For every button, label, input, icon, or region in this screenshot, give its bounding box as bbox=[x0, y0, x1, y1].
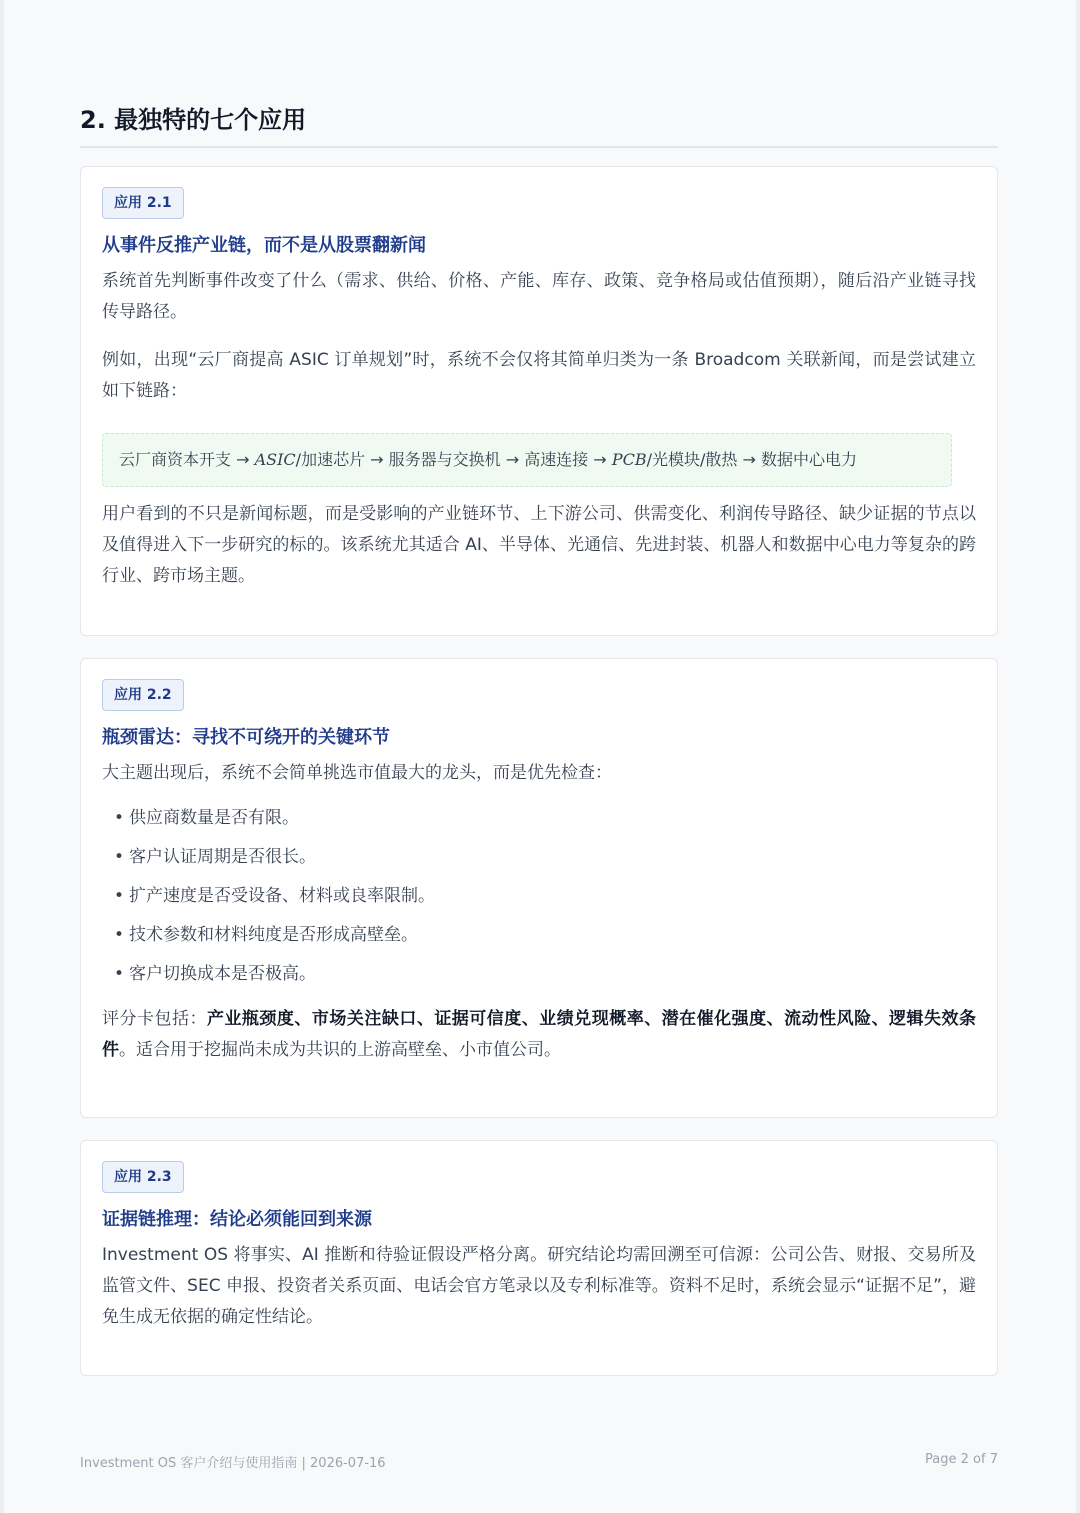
list-item: • 客户认证周期是否很长。 bbox=[114, 838, 976, 877]
section-title: 2. 最独特的七个应用 bbox=[80, 106, 307, 134]
application-badge: 应用 2.1 bbox=[102, 187, 184, 219]
scorecard-paragraph bbox=[102, 1004, 976, 1066]
list-item: • 扩产速度是否受设备、材料或良率限制。 bbox=[114, 877, 976, 916]
industry-chain-box bbox=[102, 433, 952, 487]
list-item: • 技术参数和材料纯度是否形成高壁垒。 bbox=[114, 916, 976, 955]
scorecard-items: 产业瓶颈度、市场关注缺口、证据可信度、业绩兑现概率、潜在催化强度、流动性风险、逻辑失效条件 bbox=[102, 1009, 977, 1060]
document-page bbox=[4, 0, 1076, 1513]
list-item: • 客户切换成本是否极高。 bbox=[114, 955, 976, 994]
scorecard-suffix: 。适合用于挖掘尚未成为共识的上游高壁垒、小市值公司。 bbox=[119, 1040, 561, 1060]
paragraph: 用户看到的不只是新闻标题，而是受影响的产业链环节、上下游公司、供需变化、利润传导路径、缺少证据的节点以及值得进入下一步研究的标的。该系统尤其适合 AI、半导体、光通信、先进封装、机器人和数据中心电力等复杂的跨行业、跨市场主题。 bbox=[102, 504, 976, 586]
application-badge: 应用 2.2 bbox=[102, 679, 184, 711]
application-badge: 应用 2.3 bbox=[102, 1161, 184, 1193]
application-card-2-2 bbox=[80, 658, 998, 1118]
chain-text: 云厂商资本开支 → bbox=[119, 450, 255, 469]
checklist bbox=[102, 799, 976, 994]
list-item: • 供应商数量是否有限。 bbox=[114, 799, 976, 838]
application-title: 证据链推理：结论必须能回到来源 bbox=[102, 1209, 372, 1230]
application-card-2-1 bbox=[80, 166, 998, 636]
paragraph: Investment OS 将事实、AI 推断和待验证假设严格分离。研究结论均需回溯至可信源：公司公告、财报、交易所及监管文件、SEC 申报、投资者关系页面、电话会官方笔录以及专利标准等。资料不足时，系统会显示“证据不足”，避免生成无依据的确定性结论。 bbox=[102, 1245, 976, 1327]
paragraph: 系统首先判断事件改变了什么（需求、供给、价格、产能、库存、政策、竞争格局或估值预期），随后沿产业链寻找传导路径。 bbox=[102, 271, 976, 322]
chain-text-italic: ASIC bbox=[254, 450, 296, 469]
section-divider bbox=[80, 146, 998, 148]
application-title: 瓶颈雷达：寻找不可绕开的关键环节 bbox=[102, 727, 390, 748]
chain-text-italic: PCB bbox=[611, 450, 647, 469]
chain-text: /光模块/散热 → 数据中心电力 bbox=[646, 450, 857, 469]
footer-page-number: Page 2 of 7 bbox=[925, 1452, 998, 1467]
chain-text: /加速芯片 → 服务器与交换机 → 高速连接 → bbox=[295, 450, 612, 469]
application-title: 从事件反推产业链，而不是从股票翻新闻 bbox=[102, 235, 426, 256]
footer-document-title: Investment OS 客户介绍与使用指南 | 2026-07-16 bbox=[80, 1456, 386, 1471]
scorecard-prefix: 评分卡包括： bbox=[102, 1009, 207, 1029]
application-card-2-3 bbox=[80, 1140, 998, 1376]
paragraph: 例如，出现“云厂商提高 ASIC 订单规划”时，系统不会仅将其简单归类为一条 Broadcom 关联新闻，而是尝试建立如下链路： bbox=[102, 350, 976, 401]
paragraph: 大主题出现后，系统不会简单挑选市值最大的龙头，而是优先检查： bbox=[102, 763, 612, 783]
